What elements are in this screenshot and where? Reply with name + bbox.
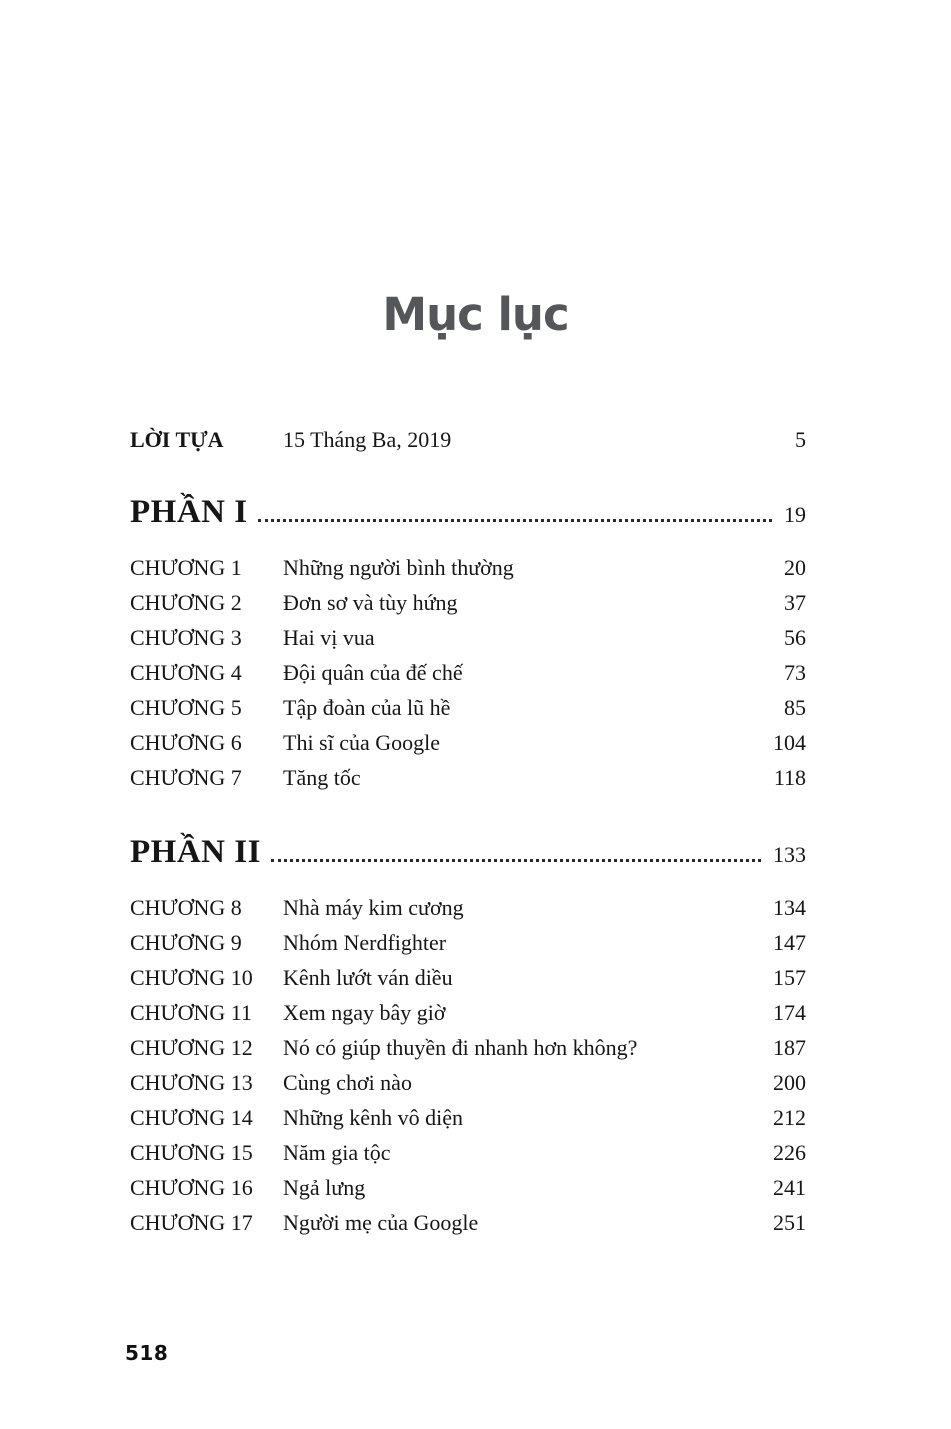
toc-row-chapter-10 [130,960,806,995]
chapter-title: Hai vị vua [283,625,375,650]
chapter-label: CHƯƠNG 6 [130,730,242,755]
page-title: Mục lục [382,288,569,342]
chapter-label: CHƯƠNG 9 [130,930,242,955]
chapter-title: Năm gia tộc [283,1140,391,1165]
chapter-title: Kênh lướt ván diều [283,965,453,990]
preface-page-number: 5 [795,427,806,452]
preface-label: LỜI TỰA [130,427,224,452]
toc-row-chapter-3 [130,620,806,655]
dot-leader [271,859,761,862]
chapter-title: Cùng chơi nào [283,1070,412,1095]
chapter-label: CHƯƠNG 4 [130,660,242,685]
chapter-label: CHƯƠNG 14 [130,1105,253,1130]
toc-row-chapter-13 [130,1065,806,1100]
table-of-contents [130,425,806,1240]
chapter-page-number: 174 [773,1000,806,1025]
chapter-label: CHƯƠNG 11 [130,1000,252,1025]
chapter-label: CHƯƠNG 5 [130,695,242,720]
chapter-title: Đơn sơ và tùy hứng [283,590,458,615]
toc-part-heading-1 [130,490,806,537]
chapter-page-number: 37 [784,590,806,615]
preface-title: 15 Tháng Ba, 2019 [283,427,452,452]
chapter-page-number: 200 [773,1070,806,1095]
toc-part-heading-2 [130,830,806,877]
toc-row-chapter-12 [130,1030,806,1065]
chapter-label: CHƯƠNG 16 [130,1175,253,1200]
chapter-label: CHƯƠNG 13 [130,1070,253,1095]
chapter-label: CHƯƠNG 2 [130,590,242,615]
dot-leader [258,519,772,522]
chapter-title: Nhà máy kim cương [283,895,464,920]
chapter-label: CHƯƠNG 17 [130,1210,253,1235]
chapter-title: Nó có giúp thuyền đi nhanh hơn không? [283,1035,638,1060]
part-label: PHẦN I [130,494,248,530]
chapter-label: CHƯƠNG 12 [130,1035,253,1060]
toc-row-chapter-14 [130,1100,806,1135]
toc-row-chapter-9 [130,925,806,960]
chapter-page-number: 118 [773,765,806,790]
chapter-page-number: 56 [784,625,806,650]
toc-part-2-chapters [130,890,806,1240]
chapter-page-number: 251 [773,1210,806,1235]
chapter-title: Xem ngay bây giờ [283,1000,446,1025]
toc-part-1-chapters [130,550,806,795]
part-label: PHẦN II [130,834,261,870]
part-page-number: 133 [773,842,806,867]
chapter-label: CHƯƠNG 8 [130,895,242,920]
chapter-page-number: 20 [784,555,806,580]
toc-row-chapter-2 [130,585,806,620]
chapter-page-number: 85 [784,695,806,720]
toc-row-chapter-6 [130,725,806,760]
chapter-page-number: 134 [773,895,806,920]
chapter-title: Nhóm Nerdfighter [283,930,447,955]
chapter-page-number: 73 [784,660,806,685]
toc-row-chapter-8 [130,890,806,925]
chapter-page-number: 226 [773,1140,806,1165]
chapter-page-number: 212 [773,1105,806,1130]
chapter-label: CHƯƠNG 3 [130,625,242,650]
part-page-number: 19 [784,502,806,527]
footer-page-number: 518 [125,1341,169,1365]
chapter-page-number: 187 [773,1035,806,1060]
chapter-title: Đội quân của đế chế [283,660,463,685]
chapter-label: CHƯƠNG 10 [130,965,253,990]
chapter-title: Tăng tốc [283,765,361,790]
toc-row-chapter-15 [130,1135,806,1170]
toc-row-chapter-1 [130,550,806,585]
chapter-title: Những kênh vô diện [283,1105,463,1130]
toc-row-chapter-17 [130,1205,806,1240]
chapter-title: Những người bình thường [283,555,514,580]
chapter-page-number: 157 [773,965,806,990]
toc-row-chapter-7 [130,760,806,795]
toc-row-chapter-5 [130,690,806,725]
toc-row-chapter-11 [130,995,806,1030]
chapter-title: Thi sĩ của Google [283,730,441,755]
toc-row-chapter-4 [130,655,806,690]
chapter-label: CHƯƠNG 15 [130,1140,253,1165]
chapter-label: CHƯƠNG 1 [130,555,242,580]
toc-row-preface [130,425,806,455]
chapter-title: Tập đoàn của lũ hề [283,695,451,720]
chapter-page-number: 147 [773,930,806,955]
chapter-title: Người mẹ của Google [283,1210,479,1235]
chapter-page-number: 241 [773,1175,806,1200]
chapter-title: Ngả lưng [283,1175,366,1200]
toc-row-chapter-16 [130,1170,806,1205]
chapter-label: CHƯƠNG 7 [130,765,242,790]
chapter-page-number: 104 [773,730,806,755]
